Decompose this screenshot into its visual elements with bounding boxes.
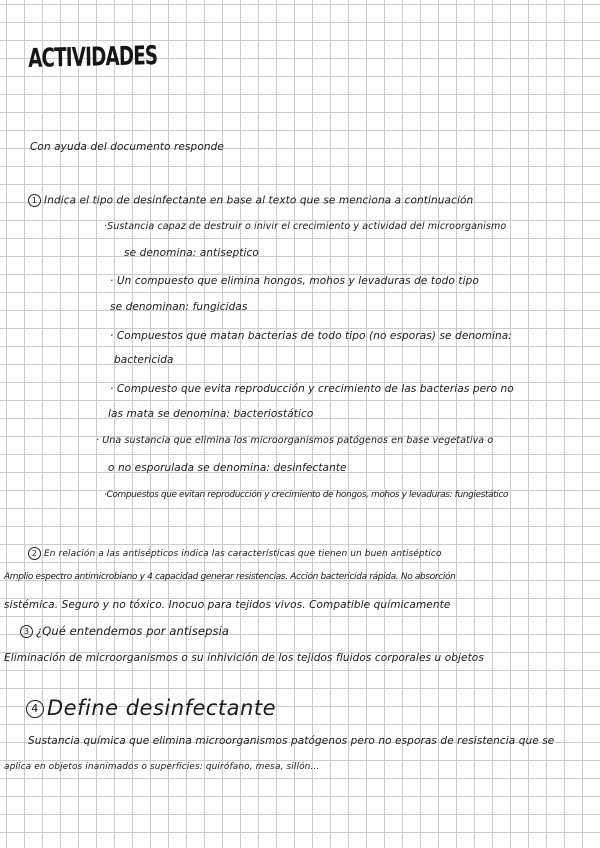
question-number-2: 2 — [28, 547, 41, 560]
q1-item: ·Compuestos que evitan reproducción y crecimiento de hongos, mohos y levaduras: fungiestático — [104, 490, 509, 500]
question-number-3: 3 — [20, 625, 33, 638]
question-2-text: En relación a las antisépticos indica las características que tienen un buen antiséptico — [44, 549, 442, 559]
question-3-text: ¿Qué entendemos por antisepsia — [36, 624, 230, 638]
q1-item: ·Sustancia capaz de destruir o inivir el crecimiento y actividad del microorganismo — [104, 221, 507, 232]
q1-item: · Un compuesto que elimina hongos, mohos y levaduras de todo tipo — [110, 275, 479, 287]
q1-item: bactericida — [114, 354, 174, 366]
question-4 — [26, 698, 276, 719]
q2-answer-line: Amplio espectro antimicrobiano y 4 capacidad generar resistencias. Acción bactericida rápida. No absorción — [4, 572, 456, 582]
q4-answer-line: aplica en objetos inanimados o superficies: quirófano, mesa, sillón... — [4, 762, 320, 772]
q1-item: · Compuesto que evita reproducción y crecimiento de las bacterias pero no — [110, 383, 514, 395]
q1-item: se denominan: fungicidas — [110, 301, 248, 313]
q3-answer: Eliminación de microorganismos o su inhivición de los tejidos fluidos corporales u objetos — [4, 652, 484, 664]
question-1 — [28, 194, 473, 207]
question-4-text: Define desinfectante — [47, 696, 276, 720]
q1-item: las mata se denomina: bacteriostático — [108, 408, 314, 420]
q4-answer-line: Sustancia química que elimina microorganismos patógenos pero no esporas de resistencia que se — [28, 735, 555, 747]
question-1-text: Indica el tipo de desinfectante en base al texto que se menciona a continuación — [44, 194, 474, 207]
page-title: ACTIVIDADES — [28, 41, 158, 74]
q1-item: · Una sustancia que elimina los microorganismos patógenos en base vegetativa o — [96, 435, 494, 446]
q1-item: o no esporulada se denomina: desinfectante — [108, 462, 347, 474]
q1-item: se denomina: antiseptico — [124, 247, 259, 259]
question-2 — [28, 547, 442, 560]
question-number-4: 4 — [26, 700, 44, 718]
question-number-1: 1 — [28, 194, 41, 207]
question-3 — [20, 625, 229, 638]
q1-item: · Compuestos que matan bacterias de todo tipo (no esporas) se denomina: — [110, 330, 512, 342]
q2-answer-line: sistémica. Seguro y no tóxico. Inocuo para tejidos vivos. Compatible químicamente — [4, 599, 451, 611]
instruction-text: Con ayuda del documento responde — [30, 141, 224, 153]
